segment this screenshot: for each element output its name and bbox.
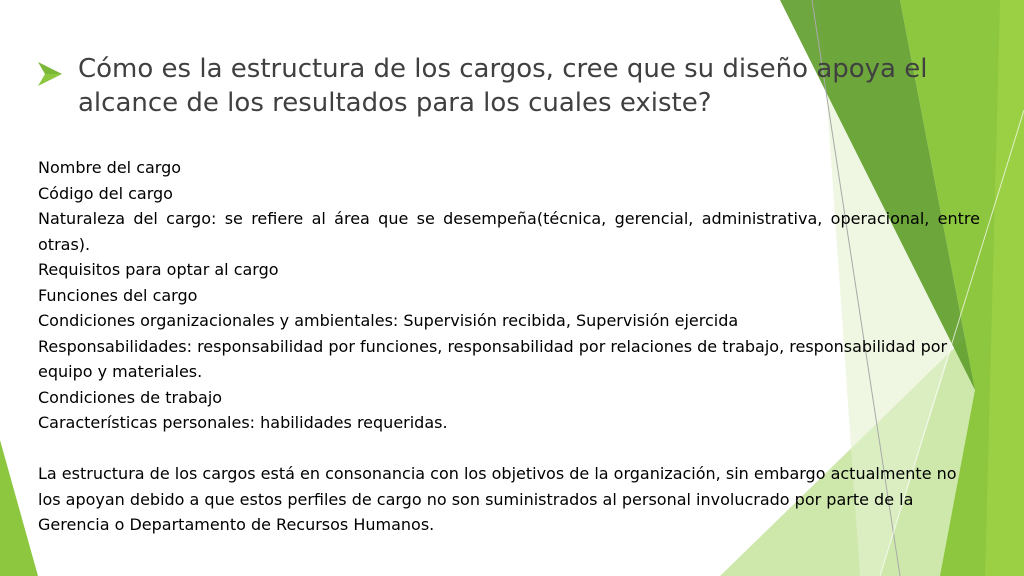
list-item-responsabilidades: Responsabilidades: responsabilidad por funciones, responsabilidad por relaciones de trabajo, responsabilidad por equipo y materiales. xyxy=(38,336,948,381)
list-item-codigo: Código del cargo xyxy=(38,183,173,203)
conclusion-paragraph: La estructura de los cargos está en consonancia con los objetivos de la organización, sin embargo actualmente no los apoyan debido a que estos perfiles de cargo no son suministrados al personal involucrado por parte de la Gerencia o Departamento de Recursos Humanos. xyxy=(38,464,957,534)
arrow-bullet-icon xyxy=(36,58,64,90)
slide-title xyxy=(36,52,976,120)
list-item-funciones: Funciones del cargo xyxy=(38,285,198,305)
list-item-requisitos: Requisitos para optar al cargo xyxy=(38,260,279,279)
list-item-condiciones-org: Condiciones organizacionales y ambientales: Supervisión recibida, Supervisión ejercida xyxy=(38,311,739,330)
paragraph-spacer xyxy=(38,436,980,462)
list-item-condiciones-trabajo: Condiciones de trabajo xyxy=(38,387,223,407)
content-body xyxy=(38,155,980,538)
list-item-naturaleza: Naturaleza del cargo: se refiere al área que se desempeña(técnica, gerencial, administrativa, operacional, entre otras). xyxy=(38,209,980,254)
title-text: Cómo es la estructura de los cargos, cree que su diseño apoya el alcance de los resultados para los cuales existe? xyxy=(78,54,928,118)
left-green-triangle xyxy=(0,440,38,576)
list-item-caracteristicas: Características personales: habilidades requeridas. xyxy=(38,413,448,432)
list-item-nombre: Nombre del cargo xyxy=(38,158,182,177)
